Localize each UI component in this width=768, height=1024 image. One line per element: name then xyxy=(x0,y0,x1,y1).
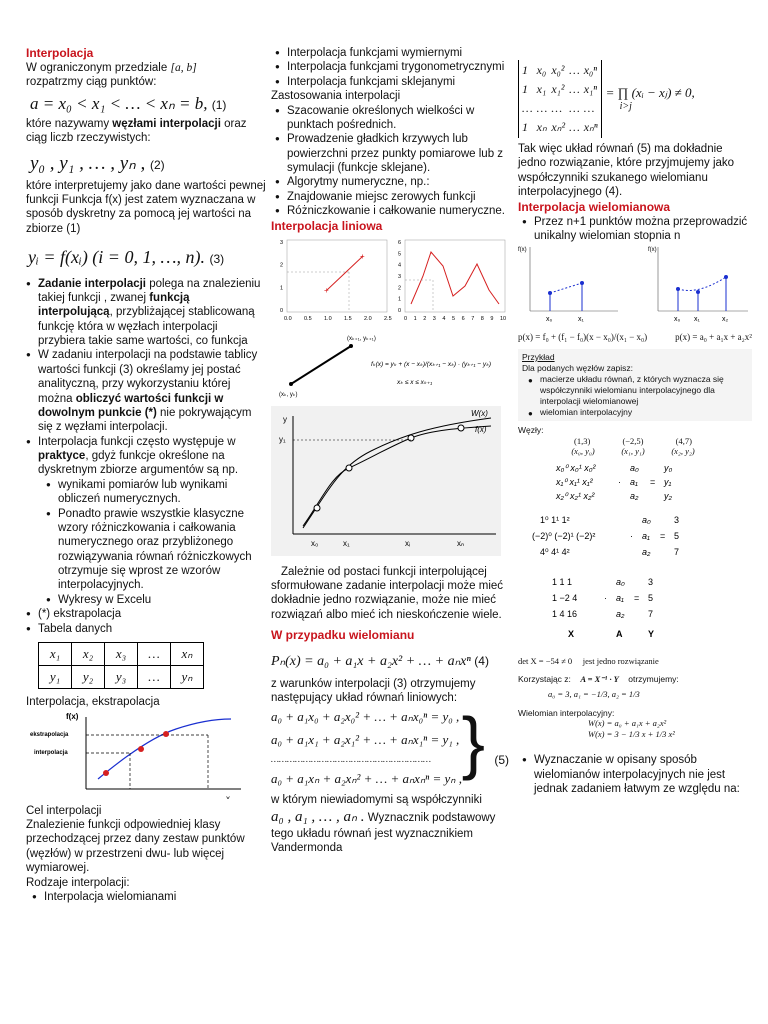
matrix-label: X xyxy=(568,629,575,640)
b1-bold: Zadanie interpolacji xyxy=(38,277,146,290)
solve-eq: A = X⁻¹ · Y xyxy=(580,674,619,685)
matrix-cell: x₁ xyxy=(536,82,547,96)
system-row: …………………………………………………… xyxy=(271,753,432,764)
tick-label: 10 xyxy=(500,315,507,322)
node-value: (−2,5) xyxy=(622,435,644,446)
tick-xi: xᵢ xyxy=(405,539,411,549)
matrix-row: a₀ xyxy=(642,515,651,526)
type-item: ● Interpolacja funkcjami wymiernymi xyxy=(275,46,515,60)
matrix-cell: … xyxy=(569,63,580,77)
equation-4-body: Pₙ(x) = a₀ + a₁x + a₂x² + … + aₙxⁿ xyxy=(271,654,471,670)
graph-axis-label: f(x) xyxy=(648,247,657,254)
tick-label: 1 xyxy=(280,284,284,291)
segment xyxy=(291,346,351,384)
fit-curve xyxy=(678,277,726,291)
b2-text: W zadaniu interpolacji na podstawie tablicy wartości funkcji (3) określamy jej postać analityczną, przy wykorzystaniu której można xyxy=(38,349,258,405)
node-point xyxy=(580,281,584,285)
matrix-row: a₀ xyxy=(630,463,639,474)
nodes-sym-row xyxy=(558,446,708,457)
graph-tick: x₀ xyxy=(546,316,553,324)
linear-formula: fₖ(x) = yₖ + (x − xₖ)/(xₖ₊₁ − xₖ) · (yₖ₊₁ − yₖ) xyxy=(371,360,492,368)
tick-label: 3 xyxy=(432,315,436,322)
types-list-cont xyxy=(271,46,515,89)
operator: = xyxy=(634,593,640,604)
chart-2 xyxy=(398,240,506,322)
equation-4-number: (4) xyxy=(474,654,489,669)
point-marker: + xyxy=(324,285,329,295)
table-cell: … xyxy=(138,665,171,688)
equation-2-number: (2) xyxy=(149,157,165,172)
equation-1-number: (1) xyxy=(211,97,227,112)
node-point xyxy=(346,465,352,471)
vandermonde-rhs: = ∏ (xᵢ − xⱼ) ≠ 0, xyxy=(605,84,695,100)
matrix-row: 3 xyxy=(648,577,654,588)
coefficients: a₀ = 3, a₁ = −1/3, a₂ = 1/3 xyxy=(548,688,640,699)
example-item: ● wielomian interpolacyjny xyxy=(528,407,748,418)
system-number: (5) xyxy=(494,753,509,768)
matrix-row: a₂ xyxy=(616,609,625,620)
node-point xyxy=(163,731,169,737)
matrix-row: 1 4 16 xyxy=(552,609,578,620)
definition-list xyxy=(26,277,266,636)
matrix-row: 1 −2 4 xyxy=(552,593,578,604)
sub-bullet-3: ● Wykresy w Excelu xyxy=(46,593,266,607)
tick-label: 3 xyxy=(280,239,284,246)
matrix-row xyxy=(521,81,599,98)
intro-text-2: rozpatrzmy ciąg punktów: xyxy=(26,76,157,89)
nodes-pre: które nazywamy xyxy=(26,118,113,130)
b1-text2: , przybliżającej stablicowaną funkcję która w węzłach interpolacji przybiera takie same wartości, co funkcja xyxy=(38,306,255,347)
series-line xyxy=(327,256,363,290)
equation-4 xyxy=(271,653,515,671)
equation-1-body: a = x₀ < x₁ < … < xₙ = b, xyxy=(30,93,208,113)
matrix-row: y₀ xyxy=(664,463,673,474)
tick-label: 3 xyxy=(398,273,402,280)
example-intro: Dla podanych węzłów zapisz: xyxy=(522,362,634,373)
tick-label: 5 xyxy=(452,315,456,322)
types-list xyxy=(26,890,266,904)
matrix-row: a₁ xyxy=(630,477,638,488)
matrix-label: Y xyxy=(648,629,655,640)
tick-label: 1 xyxy=(398,296,402,303)
nodes-title: Węzły: xyxy=(518,425,544,436)
vandermonde-text xyxy=(271,808,515,856)
segment-end xyxy=(349,344,353,348)
system-brace: } xyxy=(461,703,485,782)
type-polynomial: ● Interpolacja wielomianami xyxy=(32,890,266,904)
graph-tick: x₁ xyxy=(578,316,584,324)
column-1 xyxy=(26,46,266,904)
fig-xlabel: x xyxy=(226,794,230,800)
poly-bullet: ● Przez n+1 punktów można przeprowadzić unikalny wielomian stopnia n xyxy=(522,215,752,244)
chart-frame xyxy=(287,240,387,312)
matrix-row: 5 xyxy=(648,593,654,604)
tick-label: 1.5 xyxy=(344,315,352,322)
b1-text: polega na znalezieniu takiej funkcji , zwanej xyxy=(38,277,261,304)
final-list xyxy=(518,753,752,796)
node-value: (1,3) xyxy=(574,435,591,446)
interpolation-curve-figure xyxy=(271,406,501,556)
b2-bold: obliczyć wartości funkcji w dowolnym punkcie (*) xyxy=(38,392,224,419)
det-note: jest jedno rozwiązanie xyxy=(582,655,659,666)
solve-pre: Korzystając z: xyxy=(518,674,571,685)
segment-end xyxy=(289,382,293,386)
matrix-cell: x₁² xyxy=(551,82,565,96)
tick-label: 1.0 xyxy=(324,315,332,322)
linear-segment-figure xyxy=(271,330,515,402)
operator: · xyxy=(618,477,621,488)
matrix-cell: 1 xyxy=(522,82,528,96)
equation-3-number: (3) xyxy=(209,252,225,266)
unique-solution-text: Tak więc układ równań (5) ma dokładnie jedno rozwiązanie, które przyjmujemy jako współczynniki szukanego wielomianu interpolacyjnego (4). xyxy=(518,143,735,199)
tick-label: 2.0 xyxy=(364,315,372,322)
matrix-cell: xₙⁿ xyxy=(583,120,598,134)
node-value: (4,7) xyxy=(675,435,692,446)
app-item: ● Algorytmy numeryczne, np.: xyxy=(275,175,515,189)
series-line xyxy=(411,252,499,304)
graph-quadratic xyxy=(648,247,748,323)
equation-1 xyxy=(30,93,266,114)
operator: = xyxy=(660,531,666,542)
sub-bullet-2: ● Ponadto prawie wszystkie klasyczne wzory różniczkowania i całkowania numerycznego oraz przybliżonego rozwiązywania równań różniczkowych otrzymuje się wprost ze wzorów interpolacyjnych. xyxy=(46,507,266,593)
point-marker: + xyxy=(360,251,365,261)
section-heading-linear: Interpolacja liniowa xyxy=(271,218,383,233)
type-item: ● Interpolacja funkcjami trygonometrycznymi xyxy=(275,60,515,74)
matrix-row: x₂⁰ x₂¹ x₂² xyxy=(556,491,595,502)
linear-charts xyxy=(271,234,515,326)
matrix-cell: … xyxy=(551,101,563,115)
matrix-cell: x₀ⁿ xyxy=(583,63,598,77)
b2-text2: nie pokrywającym się z węzłami interpolacji. xyxy=(38,406,252,434)
matrix-cell: x₀² xyxy=(551,63,565,77)
tick-label: 0 xyxy=(404,315,408,322)
tick-x1: x₁ xyxy=(343,539,350,549)
tick-label: 2 xyxy=(398,284,402,291)
node-symbol: (x₂, y₂) xyxy=(671,446,695,457)
matrix-row: x₀⁰ x₀¹ x₀² xyxy=(556,463,596,474)
tick-label: 2 xyxy=(280,262,284,269)
column-3 xyxy=(518,46,752,797)
matrix-cell: 1 xyxy=(522,63,528,77)
matrix-cell: … xyxy=(583,101,595,115)
numeric-matrix xyxy=(532,515,679,557)
curve-y1: y₁ xyxy=(279,435,286,445)
equation-3 xyxy=(28,246,266,269)
apps-list xyxy=(271,104,515,219)
app-item: ● Różniczkowanie i całkowanie numeryczne. xyxy=(275,204,515,218)
vandermonde-determinant xyxy=(518,60,752,138)
matrix-row: 5 xyxy=(674,531,680,542)
b3-text: Interpolacja funkcji często występuje w xyxy=(38,435,236,448)
x-ticks xyxy=(284,316,392,322)
system-row: a₀ + a₁xₙ + a₂xₙ² + … + aₙxₙⁿ = yₙ , xyxy=(271,771,462,787)
x-ticks xyxy=(404,316,506,322)
matrix-row: a₂ xyxy=(642,547,651,558)
equation-2-body: y₀ , y₁ , … , yₙ , xyxy=(30,152,146,174)
b1-bold2: funkcją interpolującą xyxy=(38,291,190,319)
final-bullet: ● Wyznaczanie w opisany sposób wielomianów interpolacyjnych nie jest jednak zadaniem łatwym ze względu na: xyxy=(522,753,752,796)
tick-label: 0.0 xyxy=(284,315,292,322)
system-row: a₀ + a₁x₁ + a₂x₁² + … + aₙx₁ⁿ = y₁ , xyxy=(271,731,460,747)
formula-linear: p(x) = f₀ + (f₁ − f₀)(x − x₀)/(x₁ − x₀) xyxy=(518,331,648,342)
matrix-cell: xₙ xyxy=(536,120,547,134)
app-item: ● Szacowanie określonych wielkości w punktach pośrednich. xyxy=(275,104,515,133)
table-cell: yₙ xyxy=(171,665,204,688)
node-point xyxy=(696,290,700,294)
matrix-row: a₁ xyxy=(642,531,650,542)
tick-label: 2 xyxy=(423,315,427,322)
operator: = xyxy=(650,477,656,488)
matrix-cell: … xyxy=(569,82,580,96)
node-point xyxy=(676,287,680,291)
tick-label: 8 xyxy=(480,315,484,322)
tick-label: 6 xyxy=(398,239,402,246)
matrix-row: 1⁰ 1¹ 1² xyxy=(540,515,570,526)
sub-bullet-1: ● wynikami pomiarów lub wynikami obliczeń numerycznych. xyxy=(46,478,266,507)
node-point xyxy=(314,505,320,511)
tick-label: 5 xyxy=(398,250,402,257)
poly-general: W(x) = a₀ + a₁x + a₂x² xyxy=(588,718,667,729)
fig-label-interpolation: interpolacja xyxy=(34,750,68,757)
nodes-text xyxy=(26,117,266,146)
tick-label: 0.5 xyxy=(304,315,312,322)
example-list xyxy=(522,374,748,418)
app-item: ● Prowadzenie gładkich krzywych lub powierzchni przez punkty pomiarowe lub z symulacji (funkcje sklejane). xyxy=(275,132,515,175)
node-point xyxy=(458,425,464,431)
bullet-data-table: ● Tabela danych xyxy=(26,622,266,636)
matrix-row xyxy=(521,100,599,117)
segment-label-a: (xₖ, yₖ) xyxy=(279,391,298,398)
table-cell: xₙ xyxy=(171,642,204,665)
table-cell: … xyxy=(138,642,171,665)
det-value: det X = −54 ≠ 0 xyxy=(518,655,573,666)
equation-3-body: yᵢ = f(xᵢ) (i = 0, 1, …, n). xyxy=(28,247,205,267)
curve xyxy=(98,719,231,779)
nodes-bold: węzłami interpolacji xyxy=(112,118,221,130)
tick-x0: x₀ xyxy=(311,539,319,549)
y-ticks xyxy=(280,240,283,314)
y-ticks xyxy=(398,240,401,314)
example-title: Przykład xyxy=(522,351,555,362)
nodes-row xyxy=(558,436,708,447)
matrix-cell: … xyxy=(522,101,533,115)
bullet-practice xyxy=(26,435,266,608)
data-table xyxy=(38,642,204,689)
vandermonde-sub: i>j xyxy=(619,100,632,112)
matrix-equations xyxy=(518,457,752,653)
equation-2 xyxy=(30,152,266,176)
graph-linear xyxy=(518,247,618,323)
matrix-cell: … xyxy=(569,101,580,115)
tick-label: 0 xyxy=(280,307,284,314)
table-cell: y₁ xyxy=(39,665,72,688)
bullet-definition xyxy=(26,277,266,349)
label-w: W(x) xyxy=(471,409,488,419)
tick-label: 0 xyxy=(398,307,402,314)
table-cell: y₂ xyxy=(72,665,105,688)
numeric-matrix-2 xyxy=(552,577,654,639)
bullet-extrapolation: ● (*) ekstrapolacja xyxy=(26,607,266,621)
vandermonde-matrix xyxy=(518,60,602,138)
tick-label: 9 xyxy=(490,315,494,322)
linear-range: xₖ ≤ x ≤ xₖ₊₁ xyxy=(397,378,433,386)
poly-list xyxy=(518,215,752,244)
matrix-row xyxy=(521,62,599,79)
conditions-text: z warunków interpolacji (3) otrzymujemy następujący układ równań liniowych: xyxy=(271,677,476,704)
interpret-text: które interpretujemy jako dane wartości pewnej funkcji Funkcja f(x) jest zatem wyznaczana w sposób dyskretny za pomocą jej wartości na zbiorze (1) xyxy=(26,179,266,235)
goal-text: Znalezienie funkcji odpowiedniej klasy przechodzącej przez dany zestaw punktów (węzłów) w przestrzeni dwu- lub więcej wymiarowej. xyxy=(26,819,245,875)
matrix-row: 7 xyxy=(674,547,680,558)
table-cell: x₃ xyxy=(105,642,138,665)
node-point xyxy=(103,770,109,776)
matrix-row: x₁⁰ x₁¹ x₁² xyxy=(556,477,593,488)
tick-xn: xₙ xyxy=(457,539,465,549)
app-item: ● Znajdowanie miejsc zerowych funkcji xyxy=(275,190,515,204)
table-row xyxy=(39,642,204,665)
chart-1 xyxy=(280,240,392,322)
fig-label-extrapolation: ekstrapolacja xyxy=(30,732,69,739)
column-2 xyxy=(271,46,515,855)
node-symbol: (x₀, y₀) xyxy=(571,446,595,457)
fig-ylabel: f(x) xyxy=(66,712,79,722)
matrix-cell: 1 xyxy=(522,120,528,134)
matrix-row: 4⁰ 4¹ 4² xyxy=(540,547,570,558)
operator: · xyxy=(604,593,607,604)
matrix-row: a₁ xyxy=(616,593,624,604)
unknowns-text: w którym niewiadomymi są współczynniki xyxy=(271,794,482,807)
section-heading-polynomial: W przypadku wielomianu xyxy=(271,628,415,643)
matrix-cell: … xyxy=(536,101,548,115)
matrix-cell: x₀ xyxy=(536,63,547,77)
table-cell: y₃ xyxy=(105,665,138,688)
b3-bold: praktyce xyxy=(38,450,86,462)
intro-part1: W ograniczonym przedziale xyxy=(26,62,168,74)
apps-title: Zastosowania interpolacji xyxy=(271,90,401,103)
matrix-row: y₁ xyxy=(664,477,672,488)
solve-post: otrzymujemy: xyxy=(628,674,679,685)
example-item: ● macierze układu równań, z których wyznacza się współczynniki wielomianu interpolacyjnego dla interpolacji wielomianowej xyxy=(528,374,748,407)
section-heading-poly-interp: Interpolacja wielomianowa xyxy=(518,199,671,214)
solve-line xyxy=(518,674,752,685)
extrapolation-figure xyxy=(26,709,256,799)
segment-label-b: (xₖ₊₁, yₖ₊₁) xyxy=(347,335,376,342)
bullet-table xyxy=(26,348,266,434)
vandermonde-rhs-wrap xyxy=(606,85,695,114)
example-box xyxy=(518,349,752,421)
example-solution xyxy=(518,425,752,739)
solutions-note: Zależnie od postaci funkcji interpolującej sformułowane zadanie interpolacji może mieć dokładnie jedno rozwiązanie, może nie mieć rozwiązań albo mieć ich nieskończenie wiele. xyxy=(271,565,504,621)
matrix-row xyxy=(521,119,599,136)
matrix-label: A xyxy=(616,629,623,640)
node-point xyxy=(548,291,552,295)
graph-axis-label: f(x) xyxy=(518,247,527,254)
tick-label: 6 xyxy=(461,315,465,322)
determinant-line xyxy=(518,656,752,667)
formula-quadratic: p(x) = a₀ + a₁x + a₂x² xyxy=(675,331,752,342)
matrix-row: (−2)⁰ (−2)¹ (−2)² xyxy=(532,531,596,542)
node-point xyxy=(138,746,144,752)
symbolic-matrix xyxy=(555,463,673,501)
matrix-row: y₂ xyxy=(664,491,672,502)
det-text: Wyznacznik podstawowy tego układu równań jest wyznacznikiem Vandermonda xyxy=(271,811,496,854)
section-heading-interpolacja: Interpolacja xyxy=(26,46,94,60)
label-f: f(x) xyxy=(475,425,487,435)
fit-line xyxy=(550,283,582,293)
goal-title: Cel interpolacji xyxy=(26,804,102,817)
interval: [a, b] xyxy=(170,62,197,74)
poly-title: Wielomian interpolacyjny: xyxy=(518,707,615,718)
node-point xyxy=(724,275,728,279)
matrix-cell: xₙ² xyxy=(551,120,566,134)
graph-tick: x₀ xyxy=(674,316,681,324)
tick-label: 4 xyxy=(398,262,402,269)
node-symbol: (x₁, y₁) xyxy=(621,446,645,457)
tick-label: 4 xyxy=(442,315,446,322)
b3-text2: , gdyż funkcje określone na dyskretnym zbiorze argumentów są np. xyxy=(38,450,239,477)
figure-title: Interpolacja, ekstrapolacja xyxy=(26,695,160,708)
equation-system xyxy=(271,703,515,787)
practice-sublist xyxy=(38,478,266,607)
tick-label: 7 xyxy=(471,315,475,322)
operator: · xyxy=(630,531,633,542)
graph-formulas xyxy=(518,332,752,343)
tick-label: 1 xyxy=(413,315,417,322)
unknowns-eq: a₀ , a₁ , … , aₙ . xyxy=(271,808,365,825)
nodes-post: oraz ciąg liczb rzeczywistych: xyxy=(26,118,247,145)
chart-frame xyxy=(405,240,505,312)
graph-tick: x₂ xyxy=(722,316,729,324)
intro-text xyxy=(26,61,266,75)
types-title: Rodzaje interpolacji: xyxy=(26,876,130,889)
matrix-row: a₂ xyxy=(630,491,639,502)
graph-tick: x₁ xyxy=(694,316,700,324)
curve-ylabel: y xyxy=(283,415,287,425)
matrix-row: 3 xyxy=(674,515,680,526)
matrix-row: 1 1 1 xyxy=(552,577,573,588)
poly-graphs xyxy=(518,243,752,327)
poly-result: W(x) = 3 − 1/3 x + 1/3 x² xyxy=(588,728,675,739)
matrix-row: 7 xyxy=(648,609,654,620)
tick-label: 2.5 xyxy=(384,315,392,322)
table-row xyxy=(39,665,204,688)
table-cell: x₁ xyxy=(39,642,72,665)
table-cell: x₂ xyxy=(72,642,105,665)
matrix-row: a₀ xyxy=(616,577,625,588)
type-item: ● Interpolacja funkcjami sklejanymi xyxy=(275,75,515,89)
matrix-cell: … xyxy=(569,120,580,134)
system-row: a₀ + a₁x₀ + a₂x₀² + … + aₙx₀ⁿ = y₀ , xyxy=(271,709,460,725)
matrix-cell: x₁ⁿ xyxy=(583,82,598,96)
